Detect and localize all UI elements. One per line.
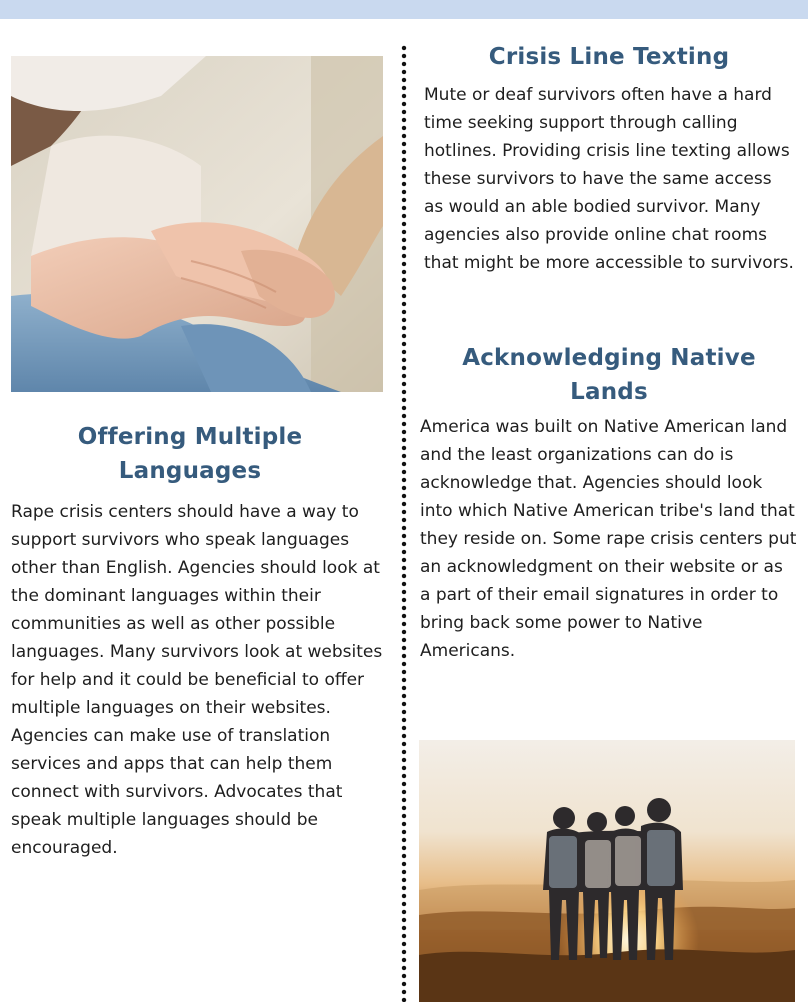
crisis-line-texting-heading: Crisis Line Texting [488,44,730,70]
column-divider [401,44,407,1002]
sunset-friends-photo [419,740,795,1002]
offering-languages-body: Rape crisis centers should have a way to support survivors who speak languages other than English. Agencies should look at the dominant languages within their communities as well as other possible languages. Many survivors look at websites for help and it could be beneficial to offer multiple languages on their websites. Agencies can make use of translation services and apps that can help them connect with survivors. Advocates that speak multiple languages should be encouraged. [11,502,383,858]
offering-languages-heading [11,420,369,488]
top-color-band [0,0,808,19]
sunset-photo-illustration [419,740,795,1002]
offering-languages-heading-line2: Languages [118,458,262,484]
crisis-line-texting-body: Mute or deaf survivors often have a hard time seeking support through calling hotlines. Providing crisis line texting allows these survivors to have the same access as would an able bodied survivor. Many agencies also provide online chat rooms that might be more accessible to survivors. [424,85,794,273]
native-lands-heading-line1: Acknowledging Native [462,345,756,371]
offering-languages-heading-line1: Offering Multiple [77,424,303,450]
native-lands-heading-line2: Lands [570,379,648,405]
native-lands-body: America was built on Native American land and the least organizations can do is acknowledge that. Agencies should look into which Native American tribe's land that they reside on. Some rape crisis centers put an acknowledgment on their website or as a part of their email signatures in order to bring back some power to Native Americans. [420,417,797,661]
hands-photo-illustration [11,56,383,392]
hands-photo [11,56,383,392]
native-lands-heading [419,341,799,409]
